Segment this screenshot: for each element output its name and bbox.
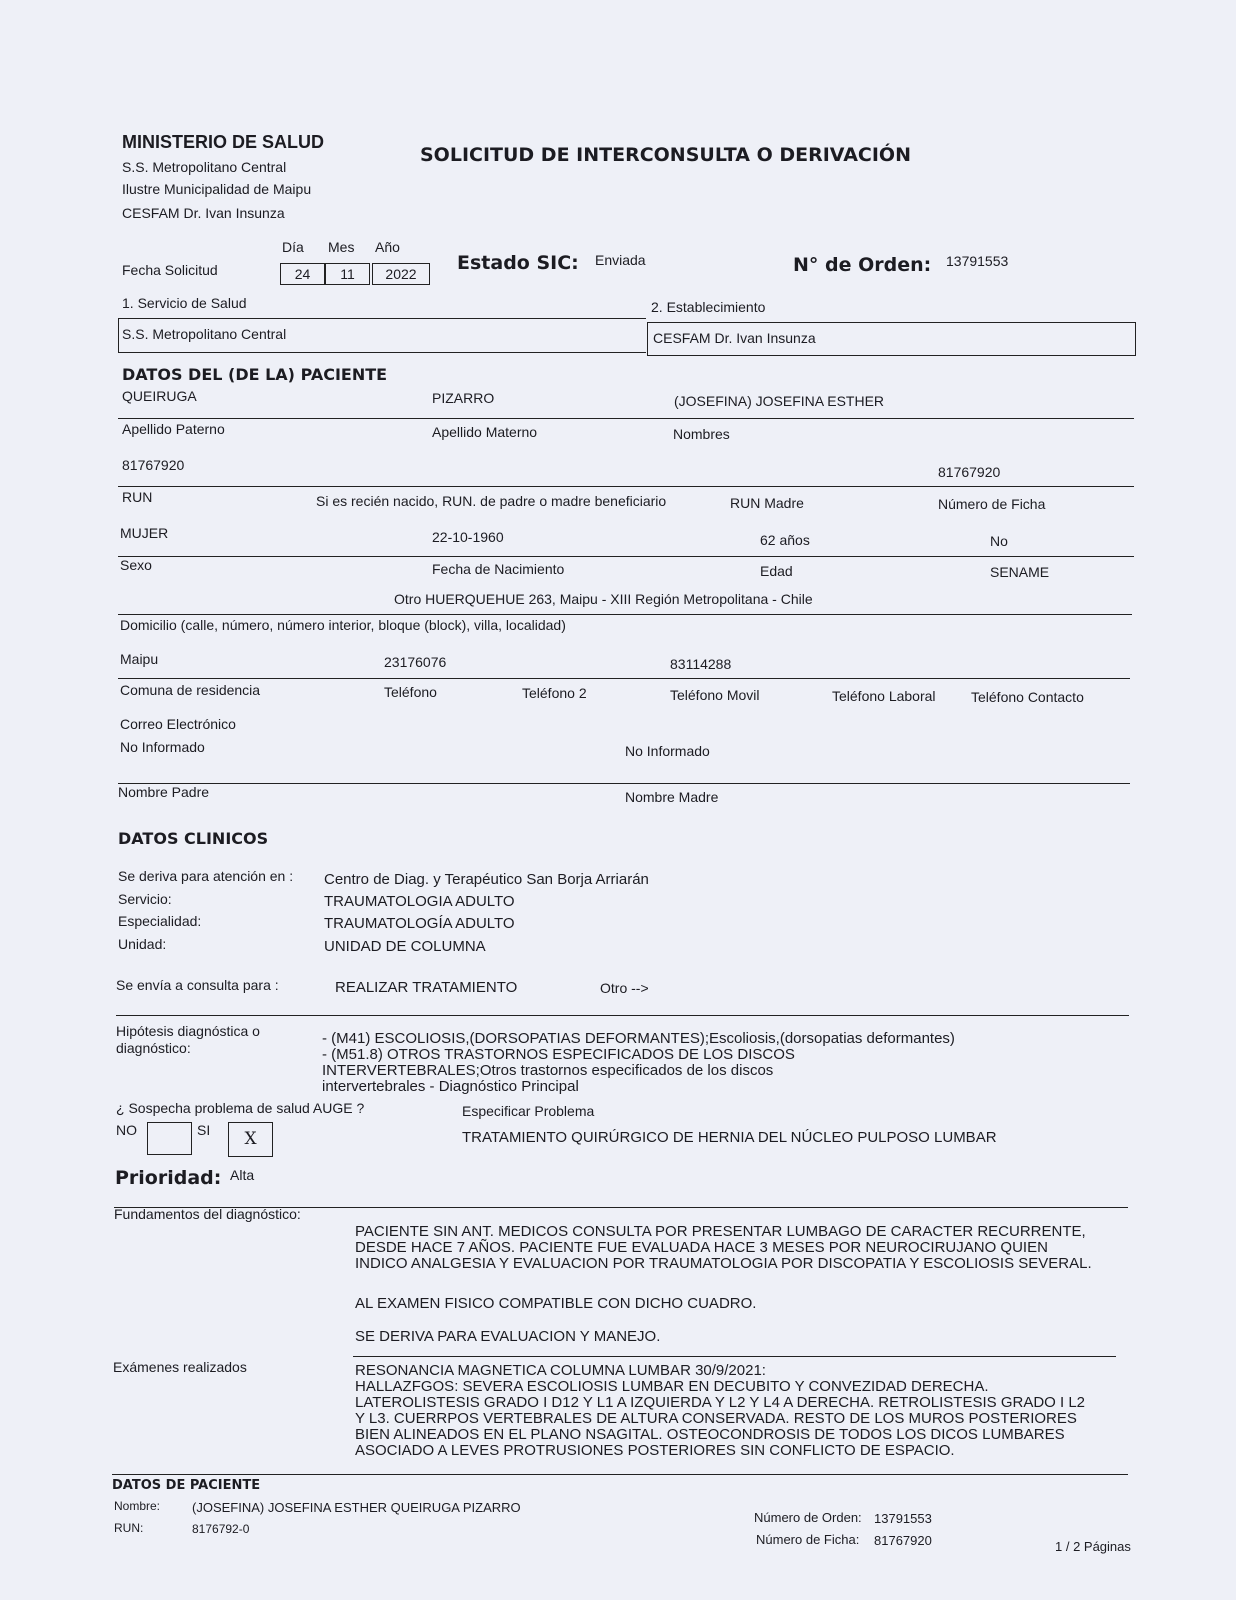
request-date-label: Fecha Solicitud: [122, 262, 218, 278]
fundamentals-label: Fundamentos del diagnóstico:: [114, 1206, 301, 1222]
patient-section-title: DATOS DEL (DE LA) PACIENTE: [122, 365, 388, 384]
email-label: Correo Electrónico: [120, 716, 236, 732]
fundamentals-line: SE DERIVA PARA EVALUACION Y MANEJO.: [355, 1328, 661, 1345]
diagnosis-line: INTERVERTEBRALES;Otros trastornos especificados de los discos: [322, 1062, 774, 1079]
year-label: Año: [375, 239, 400, 255]
cesfam-name: CESFAM Dr. Ivan Insunza: [122, 205, 285, 221]
address-label: Domicilio (calle, número, número interior, bloque (block), villa, localidad): [120, 617, 566, 633]
diagnosis-label-2: diagnóstico:: [116, 1040, 191, 1056]
maternal-surname: PIZARRO: [432, 390, 495, 406]
specialty-value: TRAUMATOLOGÍA ADULTO: [324, 915, 515, 932]
priority-value: Alta: [230, 1167, 255, 1183]
phone-value: 23176076: [384, 654, 447, 670]
auge-si-checkbox[interactable]: X: [228, 1122, 273, 1157]
request-day: 24: [280, 263, 325, 285]
father-value: No Informado: [120, 739, 205, 755]
clinical-section-title: DATOS CLINICOS: [118, 829, 269, 848]
divider: [353, 1356, 1116, 1357]
establishment-label: 2. Establecimiento: [651, 299, 766, 315]
sename-value: No: [990, 533, 1008, 549]
divider: [118, 614, 1132, 615]
problem-value: TRATAMIENTO QUIRÚRGICO DE HERNIA DEL NÚCLEO PULPOSO LUMBAR: [462, 1129, 997, 1146]
referred-label: Se deriva para atención en :: [118, 868, 294, 884]
order-label: N° de Orden:: [793, 254, 932, 276]
status-badge: Enviada: [595, 252, 646, 268]
work-phone-label: Teléfono Laboral: [832, 688, 936, 704]
referred-value: Centro de Diag. y Terapéutico San Borja Arriarán: [324, 871, 649, 888]
fundamentals-line: INDICO ANALGESIA Y EVALUACION POR TRAUMATOLOGIA POR DISCOPATIA Y ESCOLIOSIS SEVERAL.: [355, 1255, 1092, 1272]
divider: [118, 418, 1134, 419]
service-clinical-value: TRAUMATOLOGIA ADULTO: [324, 893, 515, 910]
exams-line: ASOCIADO A LEVES PROTRUSIONES POSTERIORES SIN CONFLICTO DE ESPACIO.: [355, 1442, 955, 1459]
footer-file-value: 81767920: [874, 1533, 932, 1548]
ministry-title: MINISTERIO DE SALUD: [122, 132, 325, 152]
month-label: Mes: [328, 239, 355, 255]
paternal-surname: QUEIRUGA: [122, 388, 197, 404]
footer-name-label: Nombre:: [114, 1499, 161, 1513]
patient-names: (JOSEFINA) JOSEFINA ESTHER: [674, 393, 885, 409]
phone2-label: Teléfono 2: [522, 685, 587, 701]
run-value: 81767920: [122, 457, 185, 473]
divider: [118, 678, 1130, 679]
exams-label: Exámenes realizados: [113, 1359, 247, 1375]
sex-label: Sexo: [120, 557, 152, 573]
exams-line: LATEROLISTESIS GRADO I D12 Y L1 A IZQUIERDA Y L2 Y L4 A DERECHA. RETROLISTESIS GRADO I L2: [355, 1394, 1086, 1411]
service-name: S.S. Metropolitano Central: [122, 159, 287, 175]
footer-section-title: DATOS DE PACIENTE: [112, 1478, 261, 1493]
diagnosis-line: - (M51.8) OTROS TRASTORNOS ESPECIFICADOS DE LOS DISCOS: [322, 1046, 795, 1063]
page-title: SOLICITUD DE INTERCONSULTA O DERIVACIÓN: [420, 144, 911, 166]
run-label: RUN: [122, 489, 153, 505]
status-label: Estado SIC:: [457, 252, 579, 274]
address-value: Otro HUERQUEHUE 263, Maipu - XIII Región Metropolitana - Chile: [394, 591, 813, 607]
day-label: Día: [282, 239, 304, 255]
diagnosis-line: - (M41) ESCOLIOSIS,(DORSOPATIAS DEFORMANTES);Escoliosis,(dorsopatias deformantes): [322, 1030, 955, 1047]
unit-value: UNIDAD DE COLUMNA: [324, 938, 486, 955]
mother-label: Nombre Madre: [625, 789, 719, 805]
other-label: Otro -->: [600, 980, 649, 996]
diagnosis-label: Hipótesis diagnóstica o: [116, 1023, 260, 1039]
divider: [118, 556, 1134, 557]
age-value: 62 años: [760, 532, 810, 548]
footer-run-label: RUN:: [114, 1521, 144, 1535]
mother-value: No Informado: [625, 743, 710, 759]
establishment-value: CESFAM Dr. Ivan Insunza: [653, 330, 816, 346]
footer-name-value: (JOSEFINA) JOSEFINA ESTHER QUEIRUGA PIZARRO: [192, 1500, 521, 1515]
commune-label: Comuna de residencia: [120, 682, 261, 698]
mobile-label: Teléfono Movil: [670, 687, 760, 703]
footer-file-label: Número de Ficha:: [756, 1532, 860, 1547]
diagnosis-line: intervertebrales - Diagnóstico Principal: [322, 1078, 579, 1095]
divider: [112, 1474, 1128, 1475]
newborn-run-label: Si es recién nacido, RUN. de padre o madre beneficiario: [316, 493, 667, 509]
request-month: 11: [325, 263, 370, 285]
problem-label: Especificar Problema: [462, 1103, 595, 1119]
file-number: 81767920: [938, 464, 1001, 480]
age-label: Edad: [760, 563, 793, 579]
phone-label: Teléfono: [384, 684, 437, 700]
auge-no-checkbox[interactable]: [147, 1122, 192, 1155]
sename-label: SENAME: [990, 564, 1050, 580]
page-count: 1 / 2 Páginas: [1055, 1539, 1131, 1554]
divider: [118, 783, 1130, 784]
service-clinical-label: Servicio:: [118, 891, 172, 907]
mobile-value: 83114288: [670, 656, 732, 672]
footer-order-value: 13791553: [874, 1511, 932, 1526]
unit-label: Unidad:: [118, 936, 167, 952]
father-label: Nombre Padre: [118, 784, 210, 800]
dob-label: Fecha de Nacimiento: [432, 561, 565, 577]
service-label: 1. Servicio de Salud: [122, 295, 247, 311]
maternal-label: Apellido Materno: [432, 424, 538, 440]
commune-value: Maipu: [120, 651, 159, 667]
footer-order-label: Número de Orden:: [754, 1510, 862, 1525]
priority-label: Prioridad:: [115, 1167, 222, 1189]
service-value: S.S. Metropolitano Central: [122, 326, 287, 342]
auge-si-label: SI: [197, 1122, 211, 1138]
sent-label: Se envía a consulta para :: [116, 977, 279, 993]
sent-value: REALIZAR TRATAMIENTO: [335, 979, 518, 996]
auge-no-label: NO: [116, 1122, 137, 1138]
exams-line: Y L3. CUERRPOS VERTEBRALES DE ALTURA CONSERVADA. RESTO DE LOS MUROS POSTERIORES: [355, 1410, 1077, 1427]
exams-line: HALLAZFGOS: SEVERA ESCOLIOSIS LUMBAR EN DECUBITO Y CONVEZIDAD DERECHA.: [355, 1378, 989, 1395]
dob-value: 22-10-1960: [432, 529, 504, 545]
divider: [116, 1015, 1129, 1016]
request-year: 2022: [372, 263, 430, 285]
order-number: 13791553: [946, 253, 1009, 269]
municipality-name: Ilustre Municipalidad de Maipu: [122, 181, 312, 197]
specialty-label: Especialidad:: [118, 913, 202, 929]
paternal-label: Apellido Paterno: [122, 421, 225, 437]
fundamentals-line: PACIENTE SIN ANT. MEDICOS CONSULTA POR PRESENTAR LUMBAGO DE CARACTER RECURRENTE,: [355, 1223, 1086, 1240]
fundamentals-line: DESDE HACE 7 AÑOS. PACIENTE FUE EVALUADA HACE 3 MESES POR NEUROCIRUJANO QUIEN: [355, 1239, 1048, 1256]
divider: [118, 486, 1134, 487]
names-label: Nombres: [673, 426, 730, 442]
auge-question: ¿ Sospecha problema de salud AUGE ?: [116, 1100, 365, 1116]
footer-run-value: 8176792-0: [192, 1522, 250, 1536]
sex-value: MUJER: [120, 525, 169, 541]
exams-line: BIEN ALINEADOS EN EL PLANO NSAGITAL. OSTEOCONDROSIS DE TODOS LOS DICOS LUMBARES: [355, 1426, 1065, 1443]
contact-phone-label: Teléfono Contacto: [971, 689, 1084, 705]
fundamentals-line: AL EXAMEN FISICO COMPATIBLE CON DICHO CUADRO.: [355, 1295, 757, 1312]
run-mother-label: RUN Madre: [730, 495, 804, 511]
file-label: Número de Ficha: [938, 496, 1046, 512]
exams-line: RESONANCIA MAGNETICA COLUMNA LUMBAR 30/9/2021:: [355, 1362, 766, 1379]
